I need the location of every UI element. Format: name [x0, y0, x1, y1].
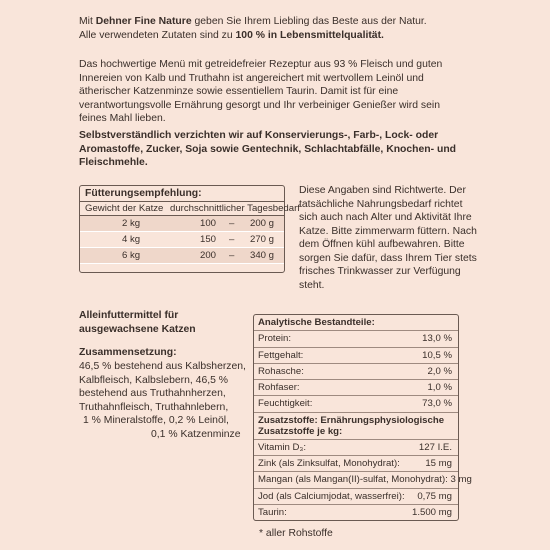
- feeding-column-headers: [80, 202, 300, 216]
- feeding-note: Diese Angaben sind Richtwerte. Der tatsächliche Nahrungsbedarf richtet sich auch nach Alter und Aktivität Ihre Katze. Bitte zimmerwarm füttern. Nach dem Öffnen kühl aufbewahren. Bitte sorgen Sie dafür, dass Ihrem Tier stets frisches Trinkwasser zur Verfügung steht.: [299, 185, 477, 291]
- table-row: Fettgehalt: 10,5 %: [254, 348, 458, 364]
- col-daily-need: durchschnittlicher Tagesbedarf: [170, 203, 300, 214]
- table-row: 4 kg 150 – 270 g: [80, 232, 284, 248]
- feeding-table: [79, 185, 300, 273]
- table-row: Rohfaser: 1,0 %: [254, 380, 458, 396]
- table-row: Zink (als Zinksulfat, Monohydrat): 15 mg: [254, 456, 458, 472]
- table-row: Protein: 13,0 %: [254, 331, 458, 347]
- intro-text: Mit Dehner Fine Nature geben Sie Ihrem Liebling das Beste aus der Natur. Alle verwendeten Zutaten sind zu 100 % in Lebensmittelqualität.: [79, 16, 427, 41]
- table-row: Taurin: 1.500 mg: [258, 506, 452, 518]
- free-from-notice: Selbstverständlich verzichten wir auf Konservierungs-, Farb-, Lock- oder Aromastoffe, Zucker, Soja sowie Gentechnik, Schlachtabfälle, Knochen- und Fleischmehle.: [79, 130, 457, 168]
- analysis-table: [253, 314, 472, 521]
- composition-title: Zusammensetzung:: [79, 347, 177, 358]
- table-row: Mangan (als Mangan(II)-sulfat, Monohydrat): 3 mg: [254, 472, 458, 488]
- col-weight: Gewicht der Katze: [85, 203, 164, 214]
- additives-title: Zusatzstoffe: Ernährungsphysiologische Zusatzstoffe je kg:: [254, 413, 458, 440]
- table-row: Jod (als Calciumjodat, wasserfrei): 0,75 mg: [254, 489, 458, 505]
- product-type: Alleinfuttermittel für ausgewachsene Katzen: [79, 310, 196, 335]
- table-row: Rohasche: 2,0 %: [254, 364, 458, 380]
- brand-name: Dehner Fine Nature: [95, 16, 192, 27]
- feeding-title: Fütterungsempfehlung:: [80, 186, 284, 202]
- table-row: 6 kg 200 – 340 g: [80, 248, 284, 264]
- composition-text: 46,5 % bestehend aus Kalbsherzen, Kalbfleisch, Kalbslebern, 46,5 % bestehend aus Truthahnherzen, Truthahnfleisch, Truthahnlebern, 1 % Mineralstoffe, 0,2 % Leinöl, 0,1 % Katzenminze: [79, 361, 246, 440]
- table-row: Vitamin D₃: 127 I.E.: [254, 440, 458, 456]
- table-row: 2 kg 100 – 200 g: [80, 216, 284, 232]
- table-row: Feuchtigkeit: 73,0 %: [254, 396, 458, 412]
- footnote: * aller Rohstoffe: [259, 528, 333, 539]
- analysis-title: Analytische Bestandteile:: [254, 315, 458, 331]
- product-description: Das hochwertige Menü mit getreidefreier Rezeptur aus 93 % Fleisch und guten Innereien von Kalb und Truthahn ist angereichert mit wertvollem Leinöl und ätherischer Katzenminze sowie essentiellem Taurin. Damit ist für eine verantwortungsvolle Ernährung gesorgt und Ihr verbeiniger Genießer wird sein feines Mahl lieben.: [79, 59, 443, 124]
